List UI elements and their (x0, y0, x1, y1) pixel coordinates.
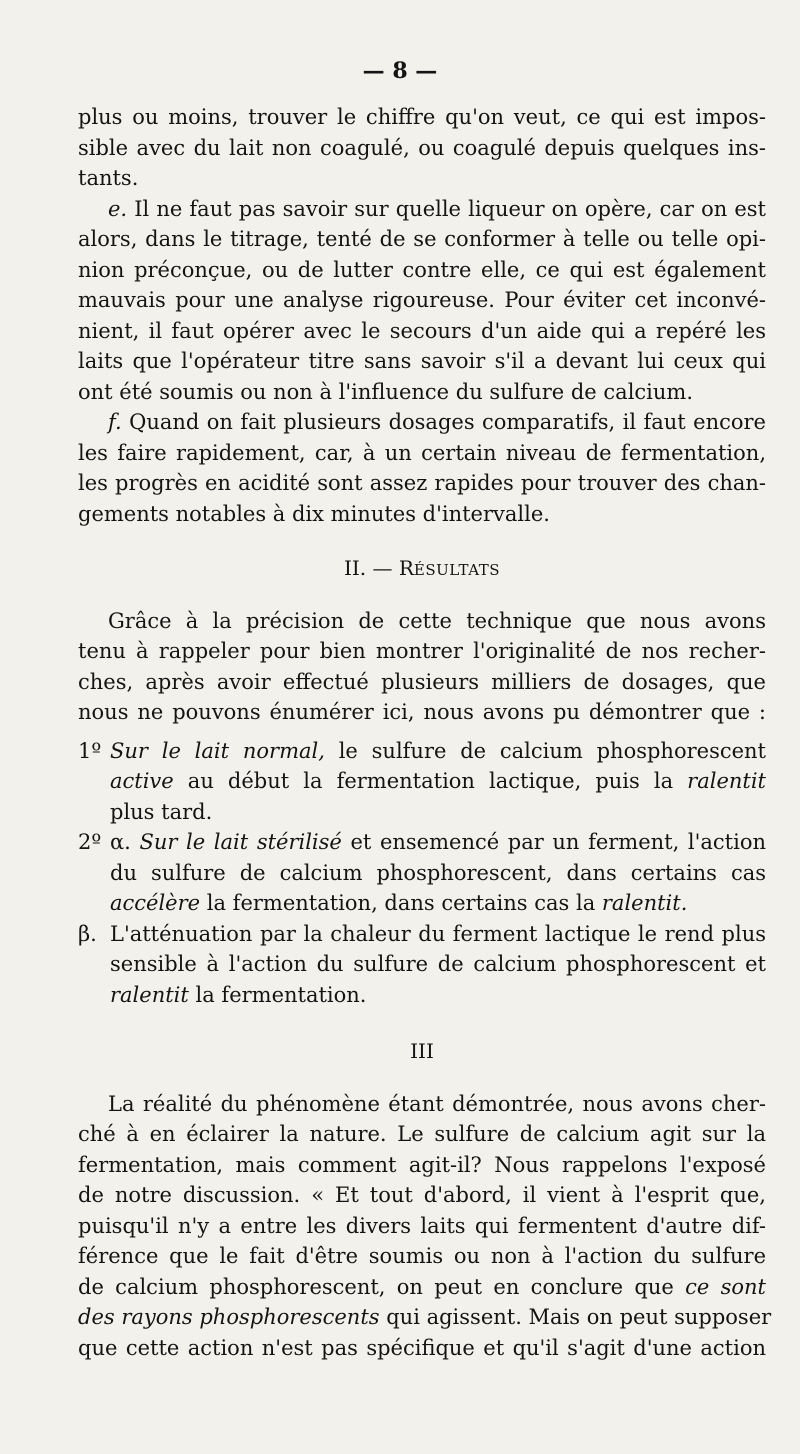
result-item-2 (78, 827, 766, 919)
text-line: Grâce à la précision de cette technique que nous avons (108, 608, 766, 633)
item-number-1: 1º (78, 738, 102, 763)
page-number: — 8 — (362, 58, 438, 84)
text-line: sible avec du lait non coagulé, ou coagulé depuis quelques ins- (78, 135, 766, 160)
text-line: tants. (78, 166, 139, 190)
text-line: de notre discussion. « Et tout d'abord, il vient à l'esprit que, (78, 1183, 766, 1207)
text-line: active au début la fermentation lactique, puis la ralentit (110, 769, 766, 793)
text-line: plus ou moins, trouver le chiffre qu'on veut, ce qui est impos- (78, 105, 766, 129)
text-line: puisqu'il n'y a entre les divers laits qui fermentent d'autre dif- (78, 1213, 766, 1238)
text-line: ralentit la fermentation. (110, 982, 367, 1007)
paragraph-f (78, 407, 766, 529)
text-line: ché à en éclairer la nature. Le sulfure de calcium agit sur la (78, 1122, 766, 1146)
text-line: les progrès en acidité sont assez rapides pour trouver des chan- (78, 471, 766, 495)
paragraph-nature (78, 1089, 772, 1364)
text-line: gements notables à dix minutes d'intervalle. (78, 501, 550, 526)
result-item-1 (78, 736, 766, 828)
text-line: des rayons phosphorescents qui agissent. Mais on peut supposer (78, 1305, 772, 1329)
text-line: ches, après avoir effectué plusieurs milliers de dosages, que (78, 669, 766, 694)
text-line: nion préconçue, ou de lutter contre elle, ce qui est également (78, 257, 766, 282)
text-line: nient, il faut opérer avec le secours d'un aide qui a repéré les (78, 318, 766, 343)
item-label-f: f. (108, 410, 122, 434)
text-line: mauvais pour une analyse rigoureuse. Pour éviter cet inconvé- (78, 288, 766, 312)
section-heading-iii: III (410, 1039, 434, 1063)
text-line: β. L'atténuation par la chaleur du ferment lactique le rend plus (110, 919, 766, 950)
text-line: sensible à l'action du sulfure de calcium phosphorescent et (110, 952, 766, 976)
text-line: de calcium phosphorescent, on peut en conclure que ce sont (78, 1274, 766, 1299)
text-line: plus tard. (110, 799, 213, 824)
text-line: fermentation, mais comment agit-il? Nous rappelons l'exposé (78, 1152, 766, 1177)
text-line: La réalité du phénomène étant démontrée, nous avons cher- (108, 1091, 766, 1116)
text-line: du sulfure de calcium phosphorescent, dans certains cas (110, 860, 766, 885)
text-line: laits que l'opérateur titre sans savoir s'il a devant lui ceux qui (78, 349, 766, 373)
paragraph-continuation (78, 102, 766, 194)
text-line: 2º α. Sur le lait stérilisé et ensemencé par un ferment, l'action (110, 827, 766, 858)
text-line: ont été soumis ou non à l'influence du sulfure de calcium. (78, 379, 693, 404)
section-heading-resultats: II. — RÉSULTATS (343, 556, 501, 580)
paragraph-intro (78, 606, 766, 728)
text-line: 1º Sur le lait normal, le sulfure de calcium phosphorescent (110, 736, 766, 767)
text-line: alors, dans le titrage, tenté de se conformer à telle ou telle opi- (78, 227, 766, 251)
text-line: tenu à rappeler pour bien montrer l'originalité de nos recher- (78, 639, 766, 663)
text-line: nous ne pouvons énumérer ici, nous avons pu démontrer que : (78, 700, 766, 724)
item-label-beta: β. (78, 921, 97, 946)
result-item-beta (78, 919, 766, 1011)
paragraph-e (78, 194, 766, 408)
item-number-2: 2º (78, 830, 102, 854)
text-line: f. Quand on fait plusieurs dosages comparatifs, il faut encore (108, 410, 766, 434)
text-line: que cette action n'est pas spécifique et qu'il s'agit d'une action (78, 1335, 766, 1360)
text-line: e. Il ne faut pas savoir sur quelle liqueur on opère, car on est (108, 196, 766, 221)
page-body (78, 102, 772, 1363)
text-line: férence que le fait d'être soumis ou non à l'action du sulfure (78, 1244, 766, 1268)
item-label-e: e. (108, 196, 128, 221)
text-line: accélère la fermentation, dans certains cas la ralentit. (110, 891, 688, 915)
text-line: les faire rapidement, car, à un certain niveau de fermentation, (78, 440, 766, 465)
